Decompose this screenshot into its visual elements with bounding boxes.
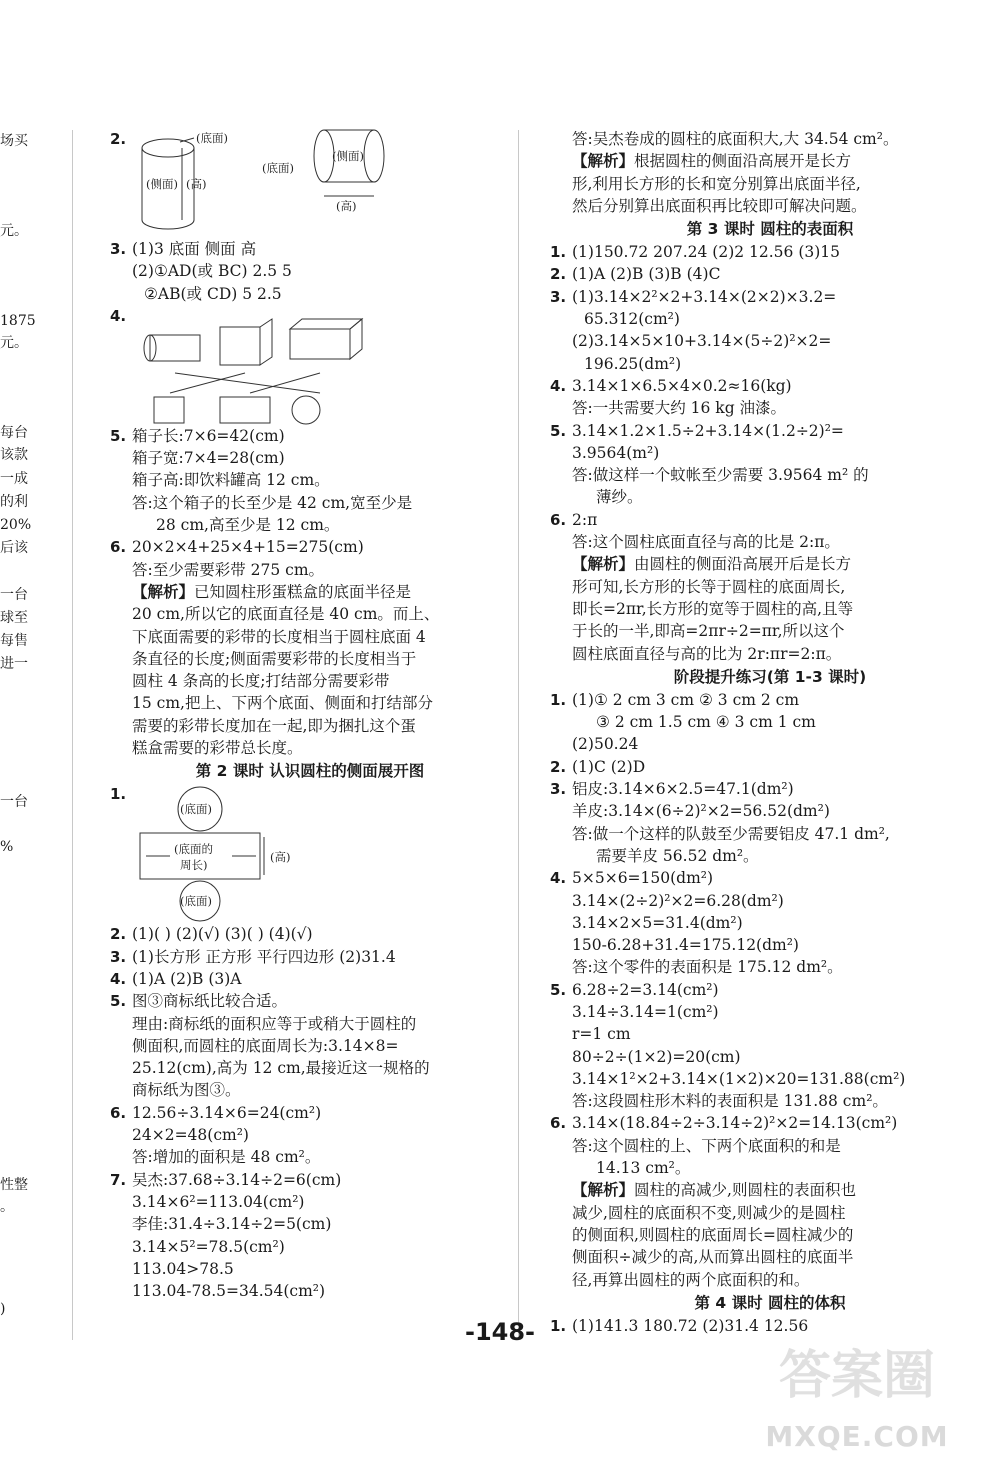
answer-line: 5×5×6=150(dm²) (572, 869, 714, 888)
label-height-2: (高) (336, 199, 357, 213)
question-number: 2. (550, 265, 567, 284)
question-number: 2. (110, 130, 127, 148)
analysis-line: 即长=2πr,长方形的宽等于圆柱的高,且等 (572, 599, 854, 618)
answer-line: 李佳:31.4÷3.14÷2=5(cm) (132, 1215, 332, 1234)
answer-line: 薄纱。 (596, 488, 643, 507)
edge-fragment: 球至 (0, 610, 28, 626)
watermark (742, 1333, 972, 1453)
answer-line: 图③商标纸比较合适。 (132, 992, 288, 1011)
answer-line: (1)C (2)D (572, 757, 646, 776)
question-number: 3. (110, 947, 127, 966)
answer-line: 28 cm,高至少是 12 cm。 (156, 516, 340, 535)
edge-fragment: 场买 (0, 133, 28, 149)
answer-line: (1)① 2 cm 3 cm ② 3 cm 2 cm (572, 690, 800, 709)
analysis-line: 下底面需要的彩带的长度相当于圆柱底面 4 (132, 627, 426, 646)
answer-line: 14.13 cm²。 (596, 1159, 691, 1178)
answer-line: 答:这个箱子的长至少是 42 cm,宽至少是 (132, 493, 413, 512)
analysis-line: 形,利用长方形的长和宽分别算出底面半径, (572, 174, 861, 193)
question-number: 5. (550, 980, 567, 999)
analysis-line: 圆柱的高减少,则圆柱的表面积也 (634, 1181, 856, 1200)
answer-line: 80÷2÷(1×2)=20(cm) (572, 1047, 741, 1066)
label-bottom-face: (底面) (180, 894, 212, 909)
analysis-tag: 【解析】 (572, 555, 635, 574)
stage-practice-title: 阶段提升练习(第 1-3 课时) (673, 667, 867, 686)
question-number: 4. (110, 306, 127, 325)
answer-line: 箱子高:即饮料罐高 12 cm。 (132, 471, 330, 490)
label-height: (高) (270, 850, 291, 865)
answer-line: r=1 cm (572, 1025, 631, 1044)
label-side-face-2: (侧面) (332, 149, 364, 163)
answer-line: 113.04>78.5 (132, 1259, 234, 1278)
question-number: 6. (550, 1114, 567, 1133)
answer-line: 答:这段圆柱形木料的表面积是 131.88 cm²。 (572, 1092, 888, 1111)
answer-line: 3.14×(2÷2)²×2=6.28(dm²) (572, 891, 784, 910)
answer-line: 理由:商标纸的面积应等于或稍大于圆柱的 (132, 1014, 417, 1033)
answer-line: 20×2×4+25×4+15=275(cm) (132, 538, 364, 557)
analysis-line: 形可知,长方形的长等于圆柱的底面周长, (572, 577, 846, 596)
analysis-line: 糕盒需要的彩带总长度。 (132, 739, 303, 758)
watermark-url: MXQE.COM (765, 1420, 949, 1453)
edge-fragment: 每台 (0, 425, 28, 441)
question-number: 1. (110, 785, 127, 804)
cylinder-net-diagram (110, 783, 410, 923)
edge-fragment: 的利 (0, 494, 28, 510)
edge-fragment: 该款 (0, 447, 28, 463)
answer-line: 侧面积,而圆柱的底面周长为:3.14×8= (132, 1036, 399, 1055)
question-number: 5. (110, 992, 127, 1011)
answer-line: 答:做一个这样的队鼓至少需要铝皮 47.1 dm², (572, 824, 890, 843)
answer-line: 3.14×1×6.5×4×0.2≈16(kg) (572, 376, 792, 395)
answer-line: 答:一共需要大约 16 kg 油漆。 (572, 399, 787, 418)
answer-line: 答:这个圆柱底面直径与高的比是 2:π。 (572, 533, 840, 552)
edge-fragment: 元。 (0, 223, 28, 239)
answer-line: 196.25(dm²) (584, 354, 682, 373)
question-number: 1. (550, 690, 567, 709)
answer-line: 65.312(cm²) (584, 310, 680, 329)
edge-fragment: 性整 (0, 1177, 28, 1193)
question-number: 4. (550, 376, 567, 395)
question-number: 6. (550, 510, 567, 529)
analysis-line: 圆柱 4 条高的长度;打结部分需要彩带 (132, 672, 390, 691)
question-number: 3. (110, 240, 127, 258)
label-height: (高) (186, 177, 207, 191)
answer-line: 箱子长:7×6=42(cm) (132, 426, 285, 445)
solids-matching-diagram (110, 305, 410, 425)
analysis-line: 由圆柱的侧面沿高展开后是长方 (634, 555, 852, 574)
answer-line: (2)①AD(或 BC) 2.5 5 (132, 262, 292, 281)
label-bottom-face: (底面) (196, 131, 228, 145)
column-divider (72, 130, 73, 1340)
answer-line: (2)3.14×5×10+3.14×(5÷2)²×2= (572, 332, 832, 351)
answer-column-right (550, 128, 990, 1337)
question-number: 6. (110, 538, 127, 557)
answer-line: (2)50.24 (572, 735, 639, 754)
question-number: 6. (110, 1103, 127, 1122)
q4-figure (110, 305, 510, 425)
question-number: 3. (550, 287, 567, 306)
edge-fragment: 。 (0, 1199, 14, 1215)
answer-line: ③ 2 cm 1.5 cm ④ 3 cm 1 cm (596, 713, 816, 732)
edge-fragment: ) (0, 1301, 6, 1317)
answer-line: 12.56÷3.14×6=24(cm²) (132, 1103, 322, 1122)
label-perimeter: 周长) (180, 858, 208, 873)
answer-line: 铝皮:3.14×6×2.5=47.1(dm²) (572, 780, 794, 799)
answer-line: 3.9564(m²) (572, 443, 660, 462)
watermark-logo: 答案圈 (778, 1346, 935, 1406)
answer-line: 3.14×6²=113.04(cm²) (132, 1192, 305, 1211)
l2-q1-figure (110, 783, 510, 923)
question-number: 5. (110, 426, 127, 445)
answer-line: (1)3 底面 侧面 高 (132, 240, 257, 258)
answer-column-left (110, 128, 510, 1302)
answer-line: (1)150.72 207.24 (2)2 12.56 (3)15 (572, 243, 841, 262)
label-perimeter: (底面的 (174, 842, 213, 857)
edge-fragment: 20% (0, 517, 32, 533)
answer-line: 需要羊皮 56.52 dm²。 (596, 846, 759, 865)
answer-line: (1)A (2)B (3)A (132, 969, 242, 988)
answer-line: 150-6.28+31.4=175.12(dm²) (572, 936, 799, 955)
analysis-line: 减少,圆柱的底面积不变,则减少的是圆柱 (572, 1203, 846, 1222)
answer-line: 答:这个零件的表面积是 175.12 dm²。 (572, 958, 843, 977)
question-number: 3. (550, 780, 567, 799)
question-number: 7. (110, 1170, 127, 1189)
answer-line: 答:吴杰卷成的圆柱的底面积大,大 34.54 cm²。 (572, 130, 899, 148)
edge-fragment: 一台 (0, 794, 28, 810)
edge-fragment: 进一 (0, 656, 28, 672)
answer-line: (1)141.3 180.72 (2)31.4 12.56 (572, 1316, 809, 1335)
question-number: 2. (550, 757, 567, 776)
answer-line: 箱子宽:7×4=28(cm) (132, 449, 285, 468)
page-number: -148- (464, 1318, 536, 1346)
analysis-line: 侧面积÷减少的高,从而算出圆柱的底面半 (572, 1248, 854, 1267)
answer-line: 3.14÷3.14=1(cm²) (572, 1002, 719, 1021)
analysis-line: 已知圆柱形蛋糕盒的底面半径是 (194, 582, 412, 601)
analysis-line: 15 cm,把上、下两个底面、侧面和打结部分 (132, 694, 433, 713)
answer-line: 吴杰:37.68÷3.14÷2=6(cm) (132, 1170, 342, 1189)
question-number: 4. (550, 869, 567, 888)
answer-line: 答:增加的面积是 48 cm²。 (132, 1148, 321, 1167)
question-number: 1. (550, 243, 567, 262)
cylinder-diagram (110, 128, 410, 238)
question-number: 4. (110, 969, 127, 988)
analysis-line: 20 cm,所以它的底面直径是 40 cm。而上、 (132, 605, 440, 624)
analysis-tag: 【解析】 (132, 582, 195, 601)
edge-fragment: 一台 (0, 587, 28, 603)
analysis-line: 于长的一半,即高=2πr÷2=πr,所以这个 (572, 622, 845, 641)
answer-line: 25.12(cm),高为 12 cm,最接近这一规格的 (132, 1059, 430, 1078)
answer-line: 3.14×(18.84÷2÷3.14÷2)²×2=14.13(cm²) (572, 1114, 898, 1133)
answer-line: 113.04-78.5=34.54(cm²) (132, 1282, 326, 1301)
analysis-line: 根据圆柱的侧面沿高展开是长方 (634, 152, 852, 171)
answer-line: 答:这个圆柱的上、下两个底面积的和是 (572, 1136, 841, 1155)
analysis-line: 条直径的长度;侧面需要彩带的长度相当于 (132, 649, 417, 668)
edge-fragment: 元。 (0, 335, 28, 351)
analysis-tag: 【解析】 (572, 152, 635, 171)
lesson-2-title: 第 2 课时 认识圆柱的侧面展开图 (195, 762, 425, 781)
answer-line: 答:至少需要彩带 275 cm。 (132, 560, 325, 579)
answer-line: 羊皮:3.14×(6÷2)²×2=56.52(dm²) (572, 802, 830, 821)
answer-line: (1)A (2)B (3)B (4)C (572, 265, 721, 284)
answer-line: (1)( ) (2)(√) (3)( ) (4)(√) (132, 925, 313, 944)
analysis-line: 需要的彩带长度加在一起,即为捆扎这个蛋 (132, 716, 416, 735)
question-number: 1. (550, 1316, 567, 1335)
answer-line: 6.28÷2=3.14(cm²) (572, 980, 719, 999)
edge-fragment: 后该 (0, 540, 28, 556)
analysis-line: 径,再算出圆柱的两个底面积的和。 (572, 1270, 810, 1289)
analysis-line: 圆柱底面直径与高的比为 2r:πr=2:π。 (572, 644, 842, 663)
answer-line: 3.14×1.2×1.5÷2+3.14×(1.2÷2)²= (572, 421, 844, 440)
q2-figure (110, 128, 510, 238)
edge-fragment: 1875 (0, 313, 36, 329)
analysis-tag: 【解析】 (572, 1181, 635, 1200)
label-top-face: (底面) (180, 802, 212, 817)
question-number: 5. (550, 421, 567, 440)
question-number: 2. (110, 925, 127, 944)
answer-line: 24×2=48(cm²) (132, 1126, 249, 1145)
label-side-face: (侧面) (146, 177, 178, 191)
analysis-line: 然后分别算出底面积再比较即可解决问题。 (572, 196, 867, 215)
edge-fragment: 一成 (0, 471, 28, 487)
edge-fragment: % (0, 839, 14, 855)
label-bottom-face-2: (底面) (262, 161, 294, 175)
lesson-3-title: 第 3 课时 圆柱的表面积 (686, 220, 854, 239)
lesson-4-title: 第 4 课时 圆柱的体积 (694, 1293, 846, 1312)
answer-line: 2:π (572, 510, 598, 529)
answer-line: ②AB(或 CD) 5 2.5 (144, 284, 282, 303)
column-divider (518, 130, 519, 1340)
answer-line: (1)3.14×2²×2+3.14×(2×2)×3.2= (572, 287, 837, 306)
answer-line: 3.14×5²=78.5(cm²) (132, 1237, 285, 1256)
answer-line: 商标纸为图③。 (132, 1081, 241, 1100)
answer-line: 答:做这样一个蚊帐至少需要 3.9564 m² 的 (572, 466, 869, 485)
analysis-line: 的侧面积,则圆柱的底面周长=圆柱减少的 (572, 1225, 854, 1244)
edge-fragment: 每售 (0, 633, 28, 649)
answer-line: 3.14×2×5=31.4(dm²) (572, 913, 743, 932)
answer-line: 3.14×1²×2+3.14×(1×2)×20=131.88(cm²) (572, 1069, 906, 1088)
answer-line: (1)长方形 正方形 平行四边形 (2)31.4 (132, 947, 396, 966)
